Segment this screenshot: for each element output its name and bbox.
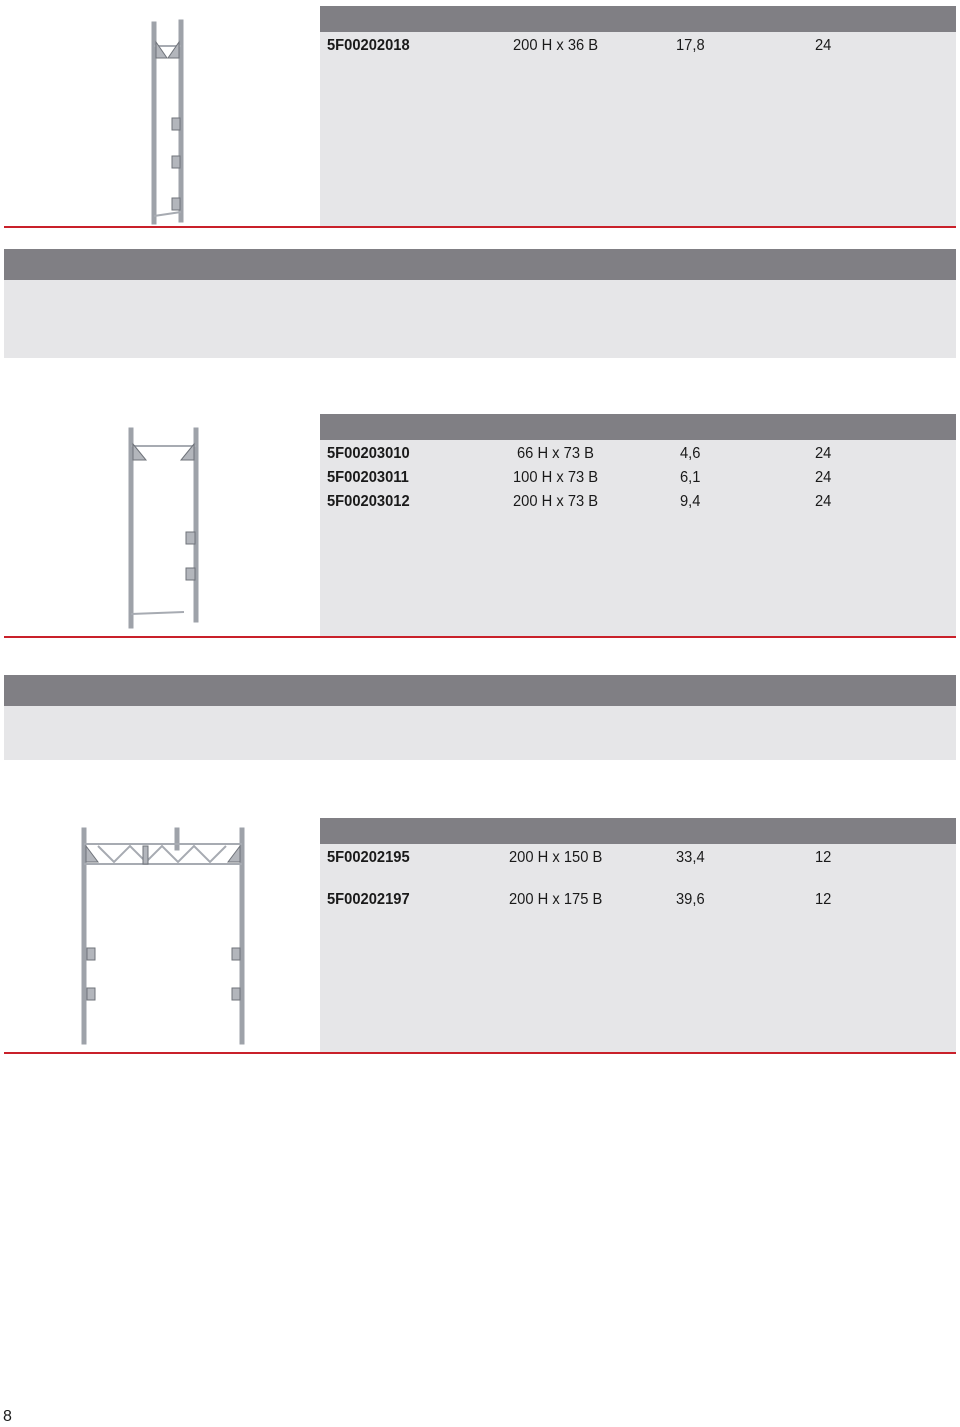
- row-size: 200 H x 36 B: [513, 37, 599, 54]
- product-image-2: [4, 414, 320, 636]
- row-code: 5F00203011: [327, 469, 409, 486]
- row-weight: 4,6: [680, 445, 701, 462]
- row-size: 100 H x 73 B: [513, 469, 599, 486]
- scaffold-frame-narrow-icon: [4, 6, 320, 226]
- row-size: 200 H x 73 B: [513, 493, 599, 510]
- row-size: 200 H x 175 B: [509, 891, 603, 908]
- row-size: 200 H x 150 B: [509, 849, 603, 866]
- row-qty: 24: [815, 37, 832, 54]
- row-code: 5F00202197: [327, 891, 410, 908]
- section-3-bottom-rule: [4, 1052, 956, 1054]
- section-1-header-band: [320, 6, 956, 32]
- row-code: 5F00203010: [327, 445, 410, 462]
- row-weight: 39,6: [676, 891, 705, 908]
- row-code: 5F00202195: [327, 849, 410, 866]
- row-qty: 24: [815, 469, 832, 486]
- section-1-data-panel: [320, 32, 956, 226]
- product-section-2: [0, 414, 960, 638]
- spacer-band-1-panel: [4, 280, 956, 358]
- row-qty: 12: [815, 849, 832, 866]
- row-size: 66 H x 73 B: [517, 445, 594, 462]
- row-weight: 6,1: [680, 469, 701, 486]
- row-code: 5F00202018: [327, 37, 410, 54]
- row-weight: 17,8: [676, 37, 705, 54]
- product-image-3: [4, 818, 320, 1052]
- section-3-header-band: [320, 818, 956, 844]
- spacer-band-2-panel: [4, 706, 956, 760]
- section-1-bottom-rule: [4, 226, 956, 228]
- section-2-data-panel: [320, 440, 956, 636]
- row-weight: 33,4: [676, 849, 705, 866]
- row-qty: 12: [815, 891, 832, 908]
- product-section-1: [0, 0, 960, 230]
- product-section-3: [0, 818, 960, 1054]
- row-code: 5F00203012: [327, 493, 410, 510]
- row-weight: 9,4: [680, 493, 701, 510]
- scaffold-frame-medium-icon: [4, 414, 320, 636]
- page-number: 8: [3, 1408, 12, 1425]
- section-2-bottom-rule: [4, 636, 956, 638]
- spacer-band-2-header: [4, 675, 956, 706]
- scaffold-frame-wide-icon: [4, 818, 320, 1052]
- spacer-band-1-header: [4, 249, 956, 280]
- product-image-1: [4, 6, 320, 226]
- row-qty: 24: [815, 445, 832, 462]
- section-3-data-panel: [320, 844, 956, 1052]
- row-qty: 24: [815, 493, 832, 510]
- section-2-header-band: [320, 414, 956, 440]
